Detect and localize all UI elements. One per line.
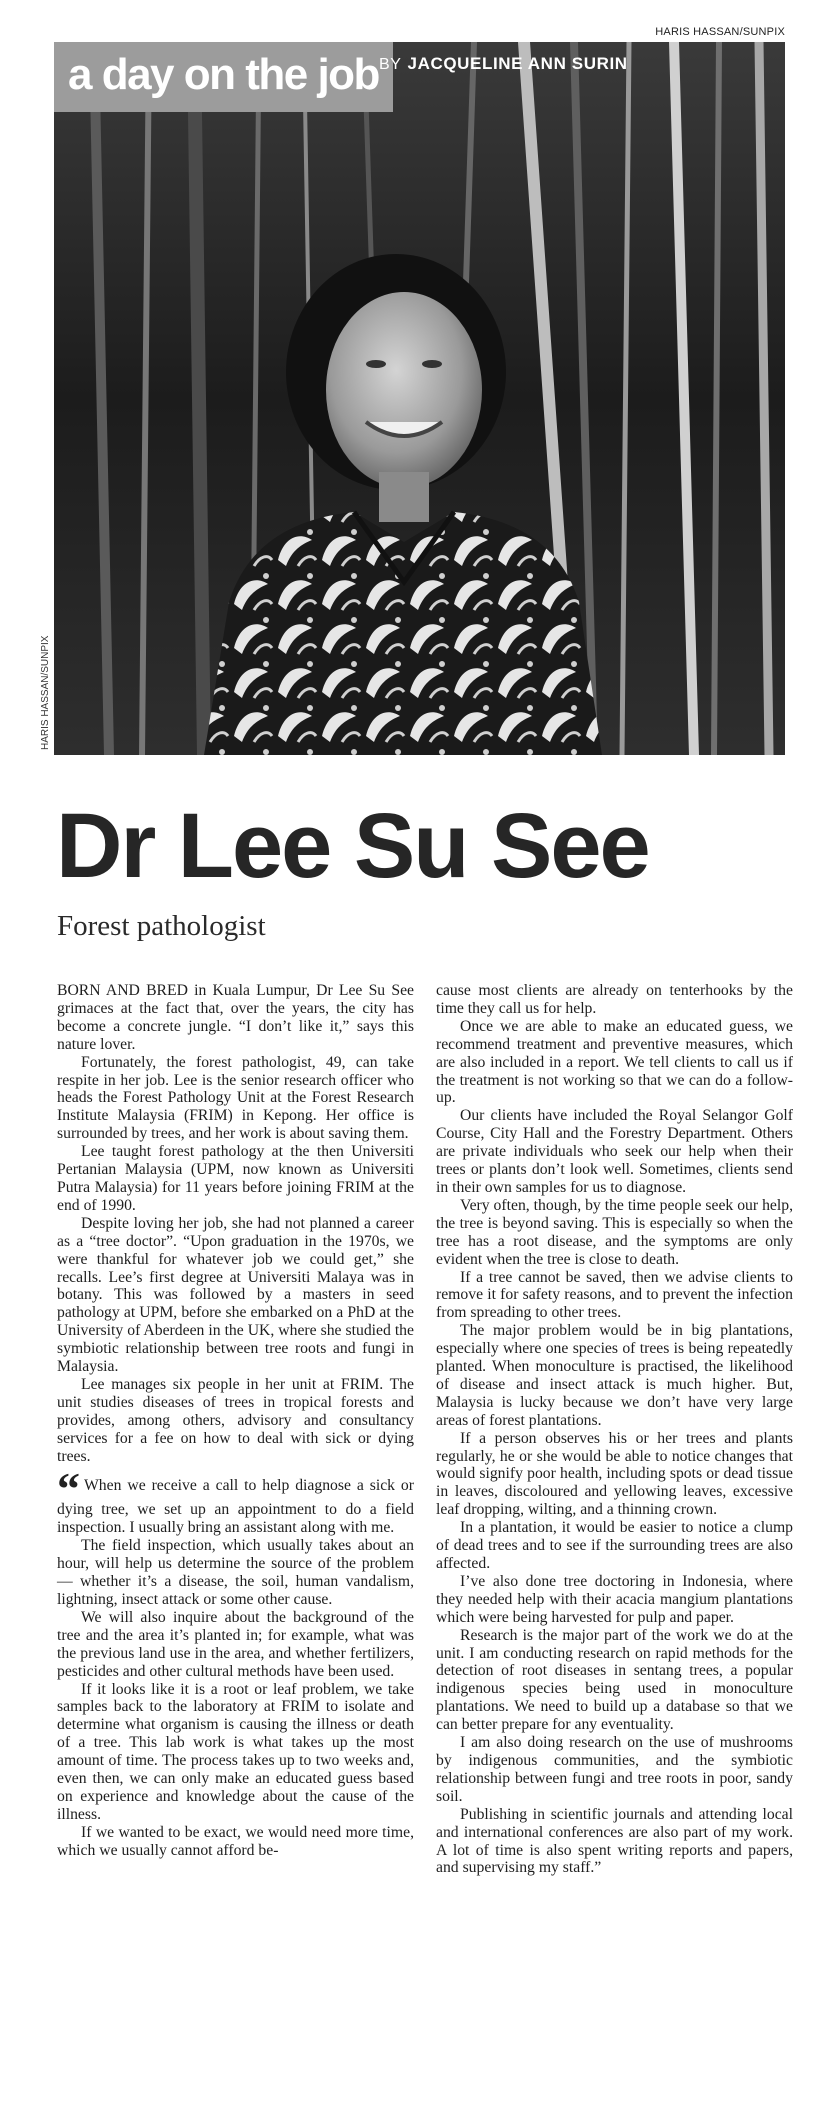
headline: Dr Lee Su See — [56, 795, 649, 897]
quote-paragraph — [57, 1463, 414, 1537]
photo-credit-side: HARIS HASSAN/SUNPIX — [40, 635, 51, 750]
paragraph: We will also inquire about the background of the tree and the area it’s planted in; for example, what was the previous land use in the area, and whether fertilizers, pesticides and other cultural methods have been used. — [57, 1608, 414, 1680]
paragraph: Lee manages six people in her unit at FRIM. The unit studies diseases of trees in tropical forests and provides, among others, advisory and consultancy services for a fee on how to deal with sick or dying trees. — [57, 1375, 414, 1465]
quote-text: When we receive a call to help diagnose a sick or dying tree, we set up an appointment to do a field inspection. I usually bring an assistant along with me. — [57, 1477, 414, 1537]
photo-credit-top: HARIS HASSAN/SUNPIX — [655, 26, 785, 38]
paragraph: Fortunately, the forest pathologist, 49, can take respite in her job. Lee is the senior research officer who heads the Forest Pathology Unit at the Forest Research Institute Malaysia (FRIM) in Kepong. Her office is surrounded by trees, and her work is about saving them. — [57, 1053, 414, 1143]
paragraph: Our clients have included the Royal Selangor Golf Course, City Hall and the Forestry Department. Others are private individuals who seek our help when their trees or plants don’t look well. Sometimes, clients send in their own samples for us to diagnose. — [436, 1107, 793, 1196]
quote-mark-icon: “ — [57, 1463, 80, 1515]
paragraph: BORN AND BRED in Kuala Lumpur, Dr Lee Su See grimaces at the fact that, over the years, the city has become a concrete jungle. “I don’t like it,” says this nature lover. — [57, 982, 414, 1053]
paragraph: Despite loving her job, she had not planned a career as a “tree doctor”. “Upon graduation in the 1970s, we were thankful for whatever job we could get,” she recalls. Lee’s first degree at Universiti Malaya was in botany. This was followed by a masters in seed pathology at UPM, before she embarked on a PhD at the University of Aberdeen in the UK, where she studied the symbiotic relationship between tree roots and fungi in Malaysia. — [57, 1214, 414, 1376]
paragraph: cause most clients are already on tenterhooks by the time they call us for help. — [436, 982, 793, 1017]
portrait-photo — [54, 42, 785, 755]
paragraph: If a person observes his or her trees and plants regularly, he or she would be able to notice changes that would signify poor health, including spots or dead tissue in leaves, discoloured and yellowing leaves, excessive leaf dropping, wilting, and a thinning crown. — [436, 1429, 793, 1519]
paragraph: Research is the major part of the work we do at the unit. I am conducting research on rapid methods for the detection of root diseases in sentang trees, a popular indigenous species being used in monoculture plantations. We need to build up a database so that we can better prepare for any eventuality. — [436, 1626, 793, 1734]
byline-author: JACQUELINE ANN SURIN — [407, 54, 628, 73]
subhead: Forest pathologist — [57, 910, 266, 942]
paragraph: If it looks like it is a root or leaf problem, we take samples back to the laboratory at FRIM to isolate and determine what organism is causing the illness or death of a tree. This lab work is what takes up the most amount of time. The process takes up to two weeks and, even then, we can only make an educated guess based on experience and knowledge about the cause of the illness. — [57, 1680, 414, 1823]
paragraph: If a tree cannot be saved, then we advise clients to remove it for safety reasons, and to prevent the infection from spreading to other trees. — [436, 1268, 793, 1322]
section-kicker: a day on the job — [54, 42, 393, 112]
article-column-right — [436, 982, 793, 1877]
paragraph: Very often, though, by the time people seek our help, the tree is beyond saving. This is especially so when the tree has a root disease, and the symptoms are only evident when the tree is close to death. — [436, 1196, 793, 1268]
forest-portrait-image — [54, 42, 785, 755]
paragraph: If we wanted to be exact, we would need more time, which we usually cannot afford be- — [57, 1823, 414, 1859]
byline — [379, 54, 628, 74]
article-column-left — [57, 982, 414, 1860]
paragraph: In a plantation, it would be easier to notice a clump of dead trees and to see if the surrounding trees are also affected. — [436, 1519, 793, 1572]
paragraph: The field inspection, which usually takes about an hour, will help us determine the source of the problem — whether it’s a disease, the soil, human vandalism, lightning, insect attack or some other cause. — [57, 1537, 414, 1608]
paragraph: Once we are able to make an educated guess, we recommend treatment and preventive measures, which are also included in a report. We tell clients to call us if the treatment is not working so that we can do a follow-up. — [436, 1017, 793, 1107]
paragraph: I’ve also done tree doctoring in Indonesia, where they needed help with their acacia mangium plantations which were being harvested for pulp and paper. — [436, 1572, 793, 1626]
paragraph: Publishing in scientific journals and attending local and international conferences are also part of my work. A lot of time is also spent writing reports and papers, and supervising my staff.” — [436, 1805, 793, 1877]
byline-by: BY — [379, 56, 402, 73]
paragraph: I am also doing research on the use of mushrooms by indigenous communities, and the symbiotic relationship between fungi and tree roots in poor, sandy soil. — [436, 1734, 793, 1805]
paragraph: The major problem would be in big plantations, especially where one species of trees is being repeatedly planted. When monoculture is practised, the likelihood of disease and insect attack is much higher. But, Malaysia is lucky because we don’t have very large areas of forest plantations. — [436, 1322, 793, 1429]
paragraph: Lee taught forest pathology at the then Universiti Pertanian Malaysia (UPM, now known as Universiti Putra Malaysia) for 11 years before joining FRIM at the end of 1990. — [57, 1143, 414, 1214]
